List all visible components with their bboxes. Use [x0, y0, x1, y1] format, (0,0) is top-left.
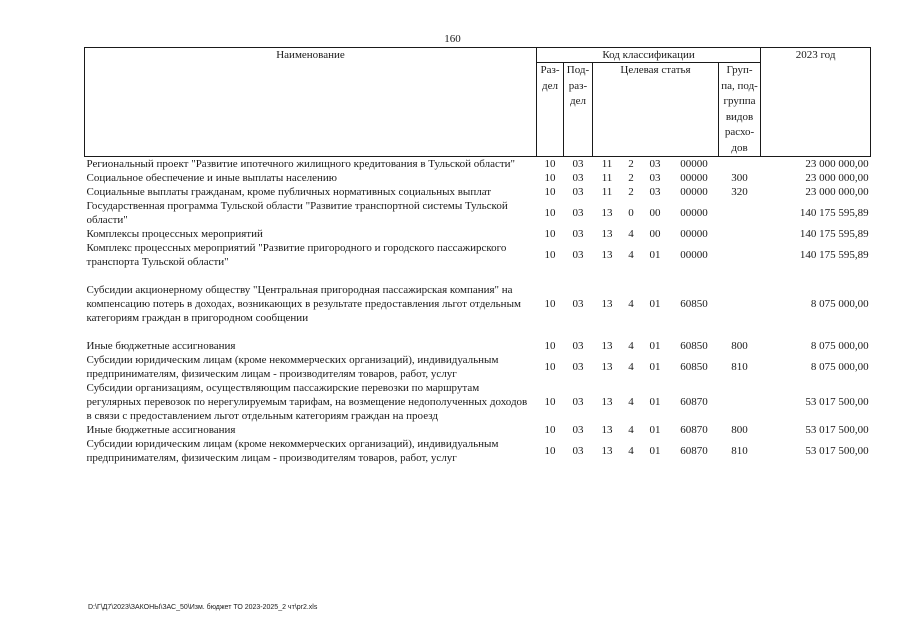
table-row [85, 437, 871, 465]
table-row [85, 171, 871, 185]
row-expense-group [719, 241, 761, 269]
row-target-direction: 60870 [680, 396, 708, 408]
row-expense-group: 320 [731, 186, 748, 198]
row-target-direction: 00000 [680, 207, 708, 219]
row-razdel: 10 [544, 249, 556, 261]
row-amount: 53 017 500,00 [805, 445, 869, 457]
table-row [85, 185, 871, 199]
row-razdel: 10 [544, 158, 556, 170]
budget-table [84, 47, 871, 465]
row-target-subprogram: 4 [628, 396, 634, 408]
row-target-direction: 00000 [680, 249, 708, 261]
row-target-program: 11 [601, 158, 613, 170]
row-razdel: 10 [544, 361, 556, 373]
row-podrazdel: 03 [572, 340, 584, 352]
table-row [85, 423, 871, 437]
header-podrazdel: Под- раз- дел [564, 63, 593, 157]
row-target-event: 01 [649, 396, 661, 408]
row-amount: 23 000 000,00 [805, 172, 869, 184]
row-target-event: 03 [649, 158, 661, 170]
row-name: Субсидии организациям, осуществляющим пассажирские перевозки по маршрутам регулярных перевозок по нерегулируемым тарифам, на возмещение недополученных доходов в связи с предоставлением льгот отдельным категориям граждан на проезд [86, 382, 528, 422]
row-amount: 8 075 000,00 [810, 340, 869, 352]
row-razdel: 10 [544, 207, 556, 219]
row-target-direction: 00000 [680, 186, 708, 198]
row-name: Иные бюджетные ассигнования [86, 340, 236, 352]
table-row [85, 381, 871, 423]
row-name: Государственная программа Тульской области "Развитие транспортной системы Тульской области" [86, 200, 508, 226]
row-target-subprogram: 4 [628, 249, 634, 261]
row-target-direction: 60870 [680, 424, 708, 436]
row-podrazdel: 03 [572, 228, 584, 240]
row-amount: 53 017 500,00 [805, 396, 869, 408]
row-target-event: 01 [649, 298, 661, 310]
row-amount: 53 017 500,00 [805, 424, 869, 436]
row-target-event: 01 [649, 361, 661, 373]
row-target-program: 13 [601, 396, 613, 408]
row-target-subprogram: 4 [628, 228, 634, 240]
row-target-direction: 00000 [680, 228, 708, 240]
row-target-program: 11 [601, 172, 613, 184]
row-podrazdel: 03 [572, 396, 584, 408]
row-target-program: 13 [601, 424, 613, 436]
header-year: 2023 год [761, 48, 871, 157]
row-expense-group [719, 227, 761, 241]
row-razdel: 10 [544, 298, 556, 310]
row-target-subprogram: 2 [628, 158, 634, 170]
row-target-program: 13 [601, 228, 613, 240]
row-target-event: 03 [649, 172, 661, 184]
row-target-subprogram: 4 [628, 340, 634, 352]
header-razdel: Раз- дел [537, 63, 564, 157]
header-classification: Код классификации [537, 48, 761, 63]
row-expense-group [719, 381, 761, 423]
table-row [85, 269, 871, 325]
row-expense-group [719, 157, 761, 172]
row-target-direction: 00000 [680, 158, 708, 170]
row-podrazdel: 03 [572, 361, 584, 373]
row-podrazdel: 03 [572, 249, 584, 261]
row-amount: 8 075 000,00 [810, 361, 869, 373]
row-target-program: 13 [601, 340, 613, 352]
row-razdel: 10 [544, 228, 556, 240]
row-amount: 140 175 595,89 [799, 207, 869, 219]
row-target-event: 00 [649, 207, 661, 219]
row-razdel: 10 [544, 445, 556, 457]
row-podrazdel: 03 [572, 186, 584, 198]
table-row [85, 325, 871, 353]
row-target-subprogram: 2 [628, 186, 634, 198]
row-razdel: 10 [544, 186, 556, 198]
row-target-program: 13 [601, 361, 613, 373]
row-target-event: 01 [649, 445, 661, 457]
row-razdel: 10 [544, 340, 556, 352]
row-expense-group [719, 199, 761, 227]
table-row [85, 199, 871, 227]
row-amount: 140 175 595,89 [799, 249, 869, 261]
row-name: Субсидии акционерному обществу "Центральная пригородная пассажирская компания" на компенсацию потерь в доходах, возникающих в результате предоставления льгот отдельным категориям граждан в пригородном сообщении [86, 284, 521, 324]
row-podrazdel: 03 [572, 172, 584, 184]
row-name: Социальные выплаты гражданам, кроме публичных нормативных социальных выплат [86, 186, 492, 198]
table-row [85, 353, 871, 381]
row-target-subprogram: 2 [628, 172, 634, 184]
row-razdel: 10 [544, 424, 556, 436]
row-podrazdel: 03 [572, 424, 584, 436]
row-amount: 23 000 000,00 [805, 186, 869, 198]
row-name: Субсидии юридическим лицам (кроме некоммерческих организаций), индивидуальным предпринимателям, физическим лицам - производителям товаров, работ, услуг [86, 354, 499, 380]
row-expense-group: 800 [731, 424, 748, 436]
row-target-program: 13 [601, 207, 613, 219]
table-row [85, 157, 871, 172]
row-name: Региональный проект "Развитие ипотечного жилищного кредитования в Тульской области" [86, 158, 516, 170]
header-target: Целевая статья [593, 63, 719, 157]
row-target-event: 01 [649, 340, 661, 352]
row-target-program: 13 [601, 249, 613, 261]
row-expense-group: 300 [731, 172, 748, 184]
row-target-event: 01 [649, 249, 661, 261]
header-name: Наименование [85, 48, 537, 157]
row-target-subprogram: 4 [628, 298, 634, 310]
row-target-subprogram: 4 [628, 424, 634, 436]
row-name: Социальное обеспечение и иные выплаты населению [86, 172, 338, 184]
row-target-direction: 60850 [680, 340, 708, 352]
row-name: Комплекс процессных мероприятий "Развитие пригородного и городского пассажирского транспорта Тульской области" [86, 242, 507, 268]
row-name: Комплексы процессных мероприятий [86, 228, 263, 240]
row-target-direction: 60870 [680, 445, 708, 457]
row-expense-group: 810 [731, 445, 748, 457]
row-podrazdel: 03 [572, 445, 584, 457]
row-target-subprogram: 0 [628, 207, 634, 219]
row-name: Субсидии юридическим лицам (кроме некоммерческих организаций), индивидуальным предпринимателям, физическим лицам - производителям товаров, работ, услуг [86, 438, 499, 464]
table-row [85, 227, 871, 241]
row-name: Иные бюджетные ассигнования [86, 424, 236, 436]
row-razdel: 10 [544, 172, 556, 184]
row-amount: 140 175 595,89 [799, 228, 869, 240]
row-razdel: 10 [544, 396, 556, 408]
row-podrazdel: 03 [572, 207, 584, 219]
row-target-event: 03 [649, 186, 661, 198]
row-podrazdel: 03 [572, 158, 584, 170]
row-target-event: 01 [649, 424, 661, 436]
row-target-program: 13 [601, 445, 613, 457]
row-target-event: 00 [649, 228, 661, 240]
page-number: 160 [444, 33, 461, 45]
row-podrazdel: 03 [572, 298, 584, 310]
table-row [85, 241, 871, 269]
row-target-program: 11 [601, 186, 613, 198]
row-expense-group: 810 [731, 361, 748, 373]
row-amount: 8 075 000,00 [810, 298, 869, 310]
row-target-subprogram: 4 [628, 361, 634, 373]
row-amount: 23 000 000,00 [805, 158, 869, 170]
row-expense-group [719, 269, 761, 325]
row-expense-group: 800 [731, 340, 748, 352]
row-target-program: 13 [601, 298, 613, 310]
row-target-direction: 00000 [680, 172, 708, 184]
row-target-subprogram: 4 [628, 445, 634, 457]
file-path-footer: D:\Г\Д7\2023\ЗАКОНЫ\ЗАС_50\Изм. бюджет ТО 2023-2025_2 чт\pr2.xls [88, 604, 318, 611]
row-target-direction: 60850 [680, 361, 708, 373]
header-group: Груп- па, под- группа видов расхо- дов [719, 63, 761, 157]
row-target-direction: 60850 [680, 298, 708, 310]
